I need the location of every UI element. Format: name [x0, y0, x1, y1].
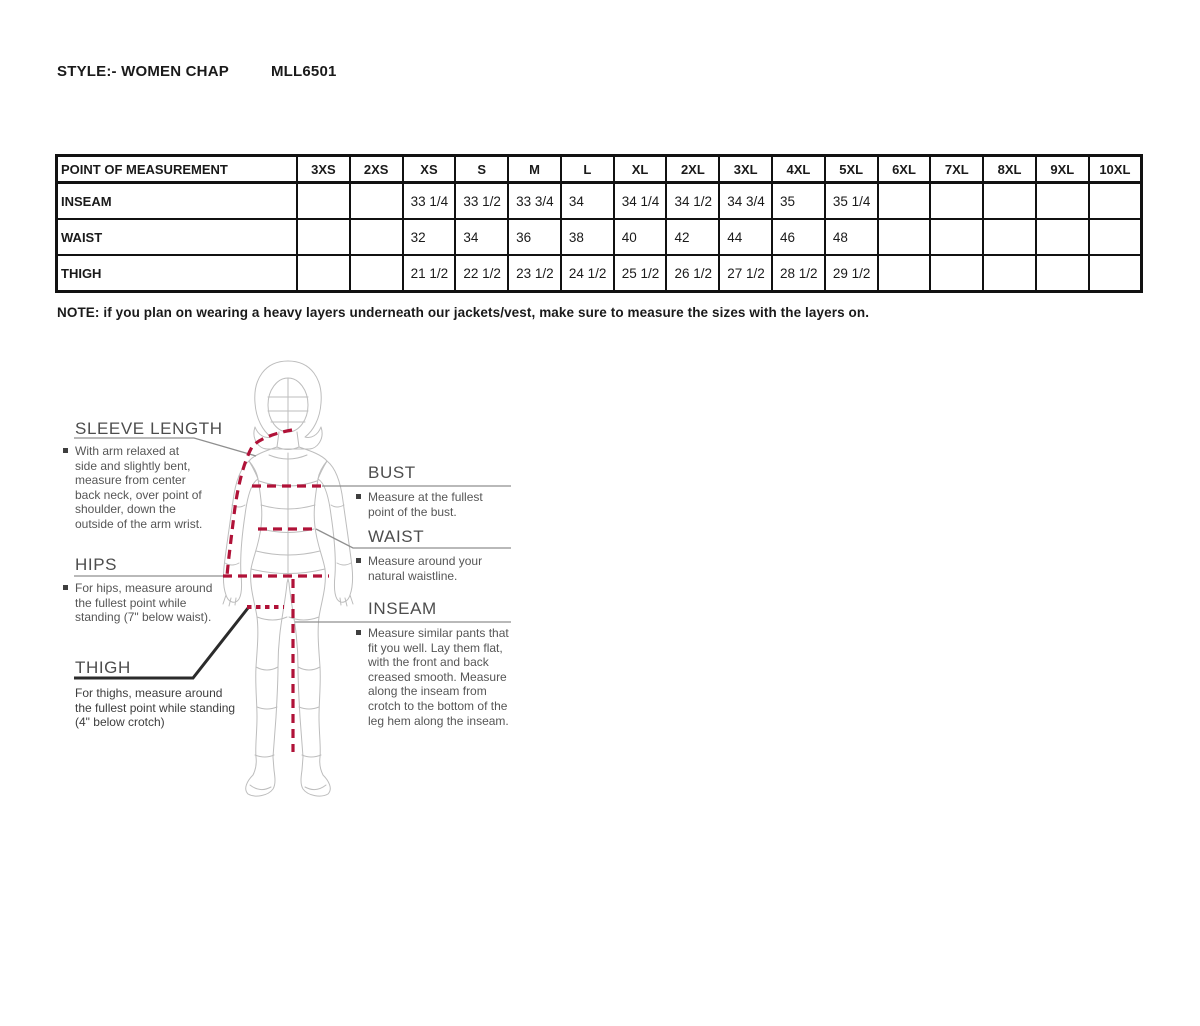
size-value-cell: 33 1/4: [403, 183, 456, 220]
size-column-header: 5XL: [825, 156, 878, 183]
size-column-header: 10XL: [1089, 156, 1142, 183]
thigh-description: [75, 686, 237, 730]
size-value-cell: [983, 183, 1036, 220]
size-value-cell: [930, 219, 983, 255]
bullet-square-icon: [63, 585, 68, 590]
size-value-cell: [1036, 255, 1089, 292]
size-column-header: 2XS: [350, 156, 403, 183]
size-column-header: 4XL: [772, 156, 825, 183]
measurement-column-header: POINT OF MEASUREMENT: [57, 156, 298, 183]
size-value-cell: 24 1/2: [561, 255, 614, 292]
size-value-cell: [878, 219, 931, 255]
bust-description-text: Measure at the fullest point of the bust.: [368, 490, 483, 519]
size-column-header: XL: [614, 156, 667, 183]
sleeve-length-heading: SLEEVE LENGTH: [75, 419, 223, 438]
size-value-cell: [1089, 219, 1142, 255]
figure-wireframe: [223, 361, 353, 796]
hips-heading: HIPS: [75, 555, 118, 574]
size-value-cell: [297, 255, 350, 292]
size-value-cell: 38: [561, 219, 614, 255]
inseam-heading: INSEAM: [368, 599, 437, 618]
size-chart-header-row: [57, 156, 1142, 183]
waist-heading: WAIST: [368, 527, 425, 546]
size-chart-row: [57, 255, 1142, 292]
size-value-cell: 29 1/2: [825, 255, 878, 292]
thigh-heading: THIGH: [75, 658, 131, 677]
measurement-row-label: INSEAM: [57, 183, 298, 220]
style-name: STYLE:- WOMEN CHAP: [57, 63, 229, 80]
size-value-cell: 34 1/4: [614, 183, 667, 220]
size-column-header: S: [455, 156, 508, 183]
size-value-cell: 26 1/2: [666, 255, 719, 292]
size-value-cell: 33 3/4: [508, 183, 561, 220]
inseam-description-text: Measure similar pants that fit you well. Lay them flat, with the front and back creased smooth. Measure along the inseam from crotch to the bottom of the leg hem along the inseam.: [368, 626, 509, 728]
size-value-cell: 32: [403, 219, 456, 255]
size-column-header: 2XL: [666, 156, 719, 183]
measurement-row-label: WAIST: [57, 219, 298, 255]
size-value-cell: 42: [666, 219, 719, 255]
size-value-cell: 23 1/2: [508, 255, 561, 292]
size-value-cell: 34: [455, 219, 508, 255]
size-column-header: 7XL: [930, 156, 983, 183]
note-text: NOTE: if you plan on wearing a heavy layers underneath our jackets/vest, make sure to measure the sizes with the layers on.: [57, 305, 870, 320]
bullet-square-icon: [356, 630, 361, 635]
size-value-cell: 25 1/2: [614, 255, 667, 292]
size-value-cell: [350, 255, 403, 292]
size-value-cell: 22 1/2: [455, 255, 508, 292]
size-value-cell: 36: [508, 219, 561, 255]
hips-description-text: For hips, measure around the fullest point while standing (7" below waist).: [75, 581, 213, 625]
size-value-cell: 35 1/4: [825, 183, 878, 220]
size-value-cell: [1036, 183, 1089, 220]
size-value-cell: [1089, 183, 1142, 220]
size-column-header: 6XL: [878, 156, 931, 183]
size-value-cell: 48: [825, 219, 878, 255]
size-column-header: M: [508, 156, 561, 183]
size-value-cell: 27 1/2: [719, 255, 772, 292]
size-value-cell: [878, 255, 931, 292]
size-value-cell: [350, 219, 403, 255]
waist-description-text: Measure around your natural waistline.: [368, 554, 483, 583]
sleeve-length-description-text: With arm relaxed at side and slightly bent, measure from center back neck, over point of shoulder, down the outside of the arm wrist.: [75, 444, 203, 531]
size-value-cell: [930, 255, 983, 292]
size-value-cell: [1089, 255, 1142, 292]
size-column-header: 9XL: [1036, 156, 1089, 183]
size-value-cell: 40: [614, 219, 667, 255]
document-title: [57, 63, 337, 80]
bust-heading: BUST: [368, 463, 416, 482]
size-value-cell: [297, 183, 350, 220]
size-value-cell: 35: [772, 183, 825, 220]
thigh-description-text: For thighs, measure around the fullest point while standing (4" below crotch): [75, 686, 236, 730]
size-chart-row: [57, 183, 1142, 220]
measure-lines: [223, 430, 329, 752]
inseam-description: [368, 626, 518, 728]
size-column-header: L: [561, 156, 614, 183]
sleeve-length-description: [75, 444, 203, 532]
size-column-header: 3XL: [719, 156, 772, 183]
size-value-cell: [1036, 219, 1089, 255]
bullet-square-icon: [356, 558, 361, 563]
size-column-header: 3XS: [297, 156, 350, 183]
measurement-row-label: THIGH: [57, 255, 298, 292]
bullet-square-icon: [356, 494, 361, 499]
size-value-cell: 46: [772, 219, 825, 255]
hips-description: [75, 581, 215, 625]
size-column-header: XS: [403, 156, 456, 183]
size-value-cell: [350, 183, 403, 220]
size-chart-table: [55, 154, 1143, 293]
size-value-cell: [297, 219, 350, 255]
size-value-cell: 28 1/2: [772, 255, 825, 292]
bullet-square-icon: [63, 448, 68, 453]
size-value-cell: [878, 183, 931, 220]
style-code: MLL6501: [270, 63, 337, 80]
sleeve-measure-line: [227, 430, 292, 576]
bust-description: [368, 490, 503, 519]
waist-description: [368, 554, 508, 583]
size-value-cell: 34: [561, 183, 614, 220]
size-value-cell: [983, 219, 1036, 255]
size-value-cell: [930, 183, 983, 220]
size-chart: [55, 154, 1143, 293]
size-value-cell: 33 1/2: [455, 183, 508, 220]
size-value-cell: 34 3/4: [719, 183, 772, 220]
size-value-cell: 34 1/2: [666, 183, 719, 220]
size-value-cell: 21 1/2: [403, 255, 456, 292]
size-chart-row: [57, 219, 1142, 255]
size-value-cell: 44: [719, 219, 772, 255]
size-column-header: 8XL: [983, 156, 1036, 183]
size-value-cell: [983, 255, 1036, 292]
